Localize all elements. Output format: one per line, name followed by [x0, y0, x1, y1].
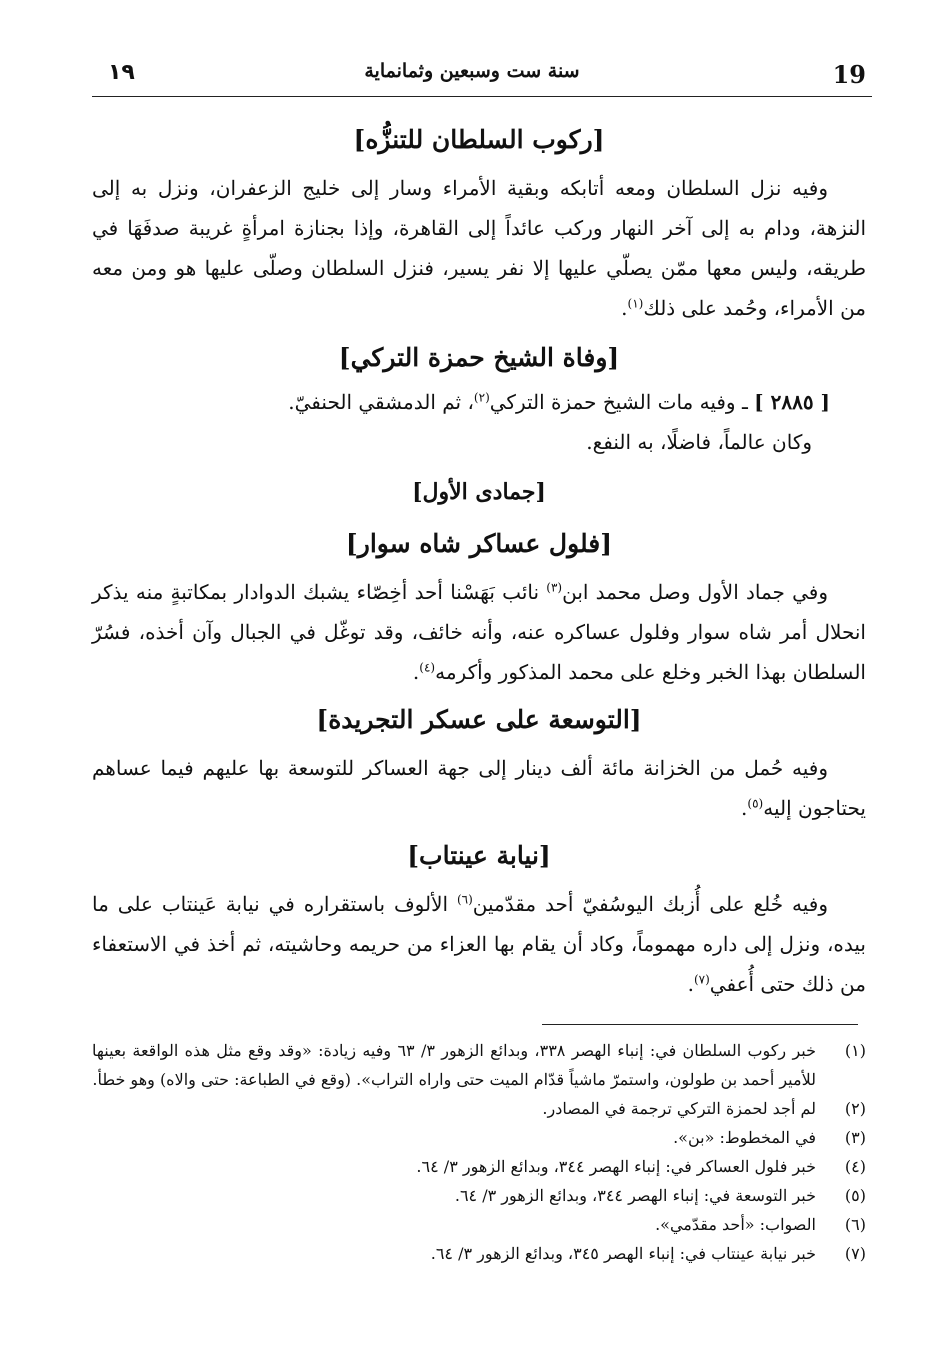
- section-army-funds: [92, 702, 866, 828]
- footnote-text: خبر التوسعة في: إنباء الهصر ٣٤٤، وبدائع الزهور ٣/ ٦٤.: [454, 1186, 816, 1205]
- paragraph-text: الألوف باستقراره في نيابة عَينتاب على ما بيده، ونزل إلى داره مهموماً، وكاد أن يقام بها العزاء من حريمه وحاشيته، ثم أخذ في الاستعفاء من ذلك حتى أُعفي: [92, 892, 866, 996]
- section-heading: [فلول عساكر شاه سوار]: [345, 529, 613, 558]
- footnote: [92, 1036, 866, 1094]
- section-paragraph: وفيه نزل السلطان ومعه أتابكه وبقية الأمراء وسار إلى خليج الزعفران، ونزل به إلى النزهة، ودام به إلى آخر النهار وركب عائداً إلى القاهرة، وإذا بجنازة امرأةٍ غريبة صدفَهَا في طريقه، وليس معها ممّن يصلّي عليها إلا نفر يسير، فنزل السلطان وصلّى عليها هو ومن معه من الأمراء، وحُمد على ذلك$^{(١)}$.: [92, 176, 867, 320]
- footnote-number: (٤): [844, 1157, 866, 1176]
- footnote-ref: (١): [627, 296, 644, 311]
- footnote-number: (٦): [844, 1215, 866, 1234]
- paragraph-text: وفي جماد الأول وصل محمد ابن: [562, 580, 829, 604]
- footnote-number: (٢): [844, 1099, 866, 1118]
- page-number-latin: 19: [832, 60, 866, 89]
- footnote-text: خبر ركوب السلطان في: إنباء الهصر ٣٣٨، وبدائع الزهور ٣/ ٦٣ وفيه زيادة: «وقد وقع مثل هذه الواقعة بعينها للأمير أحمد بن طولون، واستمرّ ماشياً قدّام الميت حتى واراه التراب». (وقع في الطباعة: حتى والاه) وهو خطأ.: [92, 1041, 816, 1089]
- footnote: [92, 1181, 866, 1210]
- footnote-ref: (٥): [747, 796, 764, 811]
- page-number-arabic: ١٩: [108, 60, 135, 85]
- footnote-text: الصواب: «أحد مقدّمي».: [655, 1215, 816, 1234]
- section-paragraph: وفي جماد الأول وصل محمد ابن$^{(٣)}$ نائب بَهَسْنا أحد أخِصّاء يشبك الدوادار بمكاتبةٍ منه يذكر انحلال أمر شاه سوار وفلول عساكره عنه، وأنه خائف، وقد توغّل في الجبال وآن أخذه، فسُرّ السلطان بهذا الخبر وخلع على محمد المذكور وأكرمه$^{(٤)}$.: [92, 580, 866, 684]
- entry-number: [ ٢٨٨٥ ]: [754, 390, 830, 414]
- paragraph-text: وفيه خُلع على أُزبك اليوسُفيّ أحد مقدّمين: [472, 892, 828, 916]
- section-sultan-outing: [92, 122, 866, 328]
- section-shah-suwar: [92, 526, 866, 692]
- entry-line: [92, 382, 866, 422]
- header-rule: [92, 96, 872, 97]
- footnote-ref: (٢): [473, 390, 490, 405]
- footnote-number: (٥): [844, 1186, 866, 1205]
- month-heading: [جمادى الأول]: [412, 479, 546, 505]
- footnote-number: (٧): [844, 1244, 866, 1263]
- footnote-ref: (٤): [419, 660, 436, 675]
- footnote-text: لم أجد لحمزة التركي ترجمة في المصادر.: [542, 1099, 816, 1118]
- section-heading: [التوسعة على عسكر التجريدة]: [316, 705, 642, 734]
- paragraph-text: وفيه حُمل من الخزانة مائة ألف دينار إلى جهة العساكر للتوسعة بها عليهم فيما عساهم يحتاجون إليه: [92, 756, 866, 820]
- entry-line: وكان عالماً، فاضلًا، به النفع.: [586, 430, 812, 454]
- footnote-ref: (٧): [693, 972, 710, 987]
- section-jumada-month: [92, 474, 866, 510]
- section-heading: [نيابة عينتاب]: [407, 841, 551, 870]
- section-paragraph: وفيه حُمل من الخزانة مائة ألف دينار إلى جهة العساكر للتوسعة بها عليهم فيما عساهم يحتاجون إليه$^{(٥)}$.: [92, 756, 866, 820]
- footnote-ref: (٦): [456, 892, 473, 907]
- footnote: [92, 1152, 866, 1181]
- footnote: [92, 1123, 866, 1152]
- section-heading: [وفاة الشيخ حمزة التركي]: [338, 343, 620, 372]
- paragraph-text: وفيه نزل السلطان ومعه أتابكه وبقية الأمراء وسار إلى خليج الزعفران، ونزل به إلى النزهة، ودام به إلى آخر النهار وركب عائداً إلى القاهرة، وإذا بجنازة امرأةٍ غريبة صدفَهَا في طريقه، وليس معها ممّن يصلّي عليها إلا نفر يسير، فنزل السلطان وصلّى عليها هو ومن معه من الأمراء، وحُمد على ذلك: [92, 176, 867, 320]
- section-paragraph: وفيه خُلع على أُزبك اليوسُفيّ أحد مقدّمين$^{(٦)}$ الألوف باستقراره في نيابة عَينتاب على ما بيده، ونزل إلى داره مهموماً، وكاد أن يقام بها العزاء من حريمه وحاشيته، ثم أخذ في الاستعفاء من ذلك حتى أُعفي$^{(٧)}$.: [92, 892, 866, 996]
- section-heading: [ركوب السلطان للتنزُّه]: [353, 125, 605, 154]
- footnote-text: خبر فلول العساكر في: إنباء الهصر ٣٤٤، وبدائع الزهور ٣/ ٦٤.: [416, 1157, 816, 1176]
- entry-text: ، ثم الدمشقي الحنفيّ.: [288, 390, 474, 414]
- footnote-text: خبر نيابة عينتاب في: إنباء الهصر ٣٤٥، وبدائع الزهور ٣/ ٦٤.: [430, 1244, 816, 1263]
- section-hamza-death: [92, 340, 866, 462]
- footnote-rule: [542, 1024, 858, 1025]
- footnotes: [92, 1036, 866, 1268]
- footnote-text: في المخطوط: «بن».: [673, 1128, 816, 1147]
- section-aintab: [92, 838, 866, 1004]
- footnote-number: (١): [844, 1041, 866, 1060]
- footnote: [92, 1210, 866, 1239]
- footnote-ref: (٣): [546, 580, 563, 595]
- footnote: [92, 1094, 866, 1123]
- running-title: سنة ست وسبعين وثمانماية: [364, 60, 580, 82]
- entry-text: ـ وفيه مات الشيخ حمزة التركي: [489, 390, 748, 414]
- footnote: [92, 1239, 866, 1268]
- footnote-number: (٣): [844, 1128, 866, 1147]
- paragraph-text: نائب بَهَسْنا أحد أخِصّاء يشبك الدوادار بمكاتبةٍ منه يذكر انحلال أمر شاه سوار وفلول عساكره عنه، وأنه خائف، وقد توغّل في الجبال وآن أخذه، فسُرّ السلطان بهذا الخبر وخلع على محمد المذكور وأكرمه: [92, 580, 866, 684]
